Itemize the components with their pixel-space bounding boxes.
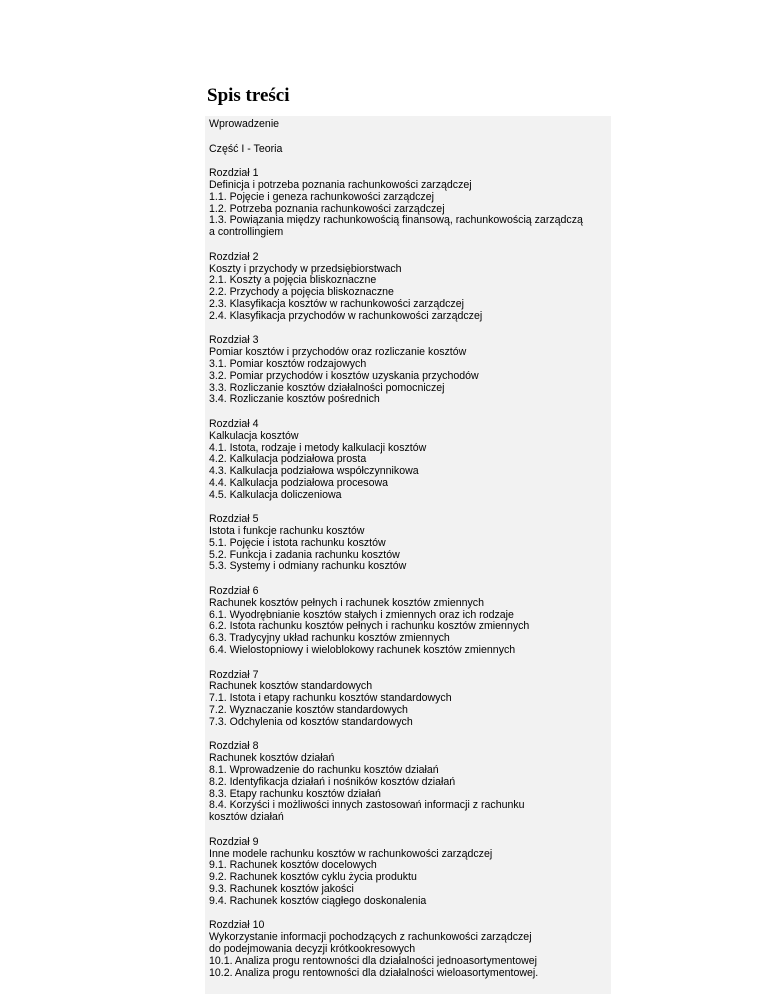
toc-entry: 1.2. Potrzeba poznania rachunkowości zarządczej bbox=[209, 202, 445, 215]
toc-entry: 9.2. Rachunek kosztów cyklu życia produktu bbox=[209, 871, 417, 884]
toc-entry: 6.2. Istota rachunku kosztów pełnych i rachunku kosztów zmiennych bbox=[209, 620, 530, 633]
toc-entry: 5.3. Systemy i odmiany rachunku kosztów bbox=[209, 560, 407, 573]
toc-section bbox=[209, 419, 609, 502]
toc-section-heading: Rozdział 5 bbox=[209, 513, 259, 526]
toc-entry: 4.5. Kalkulacja doliczeniowa bbox=[209, 488, 342, 501]
toc-section bbox=[209, 670, 609, 729]
toc-section-heading: Rozdział 7 bbox=[209, 668, 259, 681]
toc-entry: 10.1. Analiza progu rentowności dla działalności jednoasortymentowej bbox=[209, 954, 538, 967]
toc-entry: 8.2. Identyfikacja działań i nośników kosztów działań bbox=[209, 775, 456, 788]
toc-section bbox=[209, 119, 609, 131]
toc-entry: 7.3. Odchylenia od kosztów standardowych bbox=[209, 715, 413, 728]
table-of-contents bbox=[209, 119, 609, 992]
toc-section bbox=[209, 920, 609, 979]
toc-entry: Definicja i potrzeba poznania rachunkowości zarządczej bbox=[209, 178, 472, 191]
toc-section-heading: Rozdział 4 bbox=[209, 417, 259, 430]
toc-entry: 3.4. Rozliczanie kosztów pośrednich bbox=[209, 393, 380, 406]
toc-entry: Pomiar kosztów i przychodów oraz rozliczanie kosztów bbox=[209, 346, 467, 359]
toc-section bbox=[209, 168, 609, 239]
toc-entry: 9.1. Rachunek kosztów docelowych bbox=[209, 859, 377, 872]
toc-section-heading: Część I - Teoria bbox=[209, 142, 283, 155]
toc-entry: kosztów działań bbox=[209, 811, 284, 824]
toc-entry: 8.3. Etapy rachunku kosztów działań bbox=[209, 787, 381, 800]
toc-entry: Inne modele rachunku kosztów w rachunkowości zarządczej bbox=[209, 847, 493, 860]
toc-section-heading: Rozdział 8 bbox=[209, 740, 259, 753]
toc-entry: do podejmowania decyzji krótkookresowych bbox=[209, 942, 416, 955]
toc-section bbox=[209, 252, 609, 323]
toc-entry: 2.3. Klasyfikacja kosztów w rachunkowości zarządczej bbox=[209, 297, 464, 310]
toc-section bbox=[209, 837, 609, 908]
toc-section bbox=[209, 586, 609, 657]
toc-content-area bbox=[205, 116, 611, 994]
toc-section bbox=[209, 514, 609, 573]
toc-entry: Rachunek kosztów standardowych bbox=[209, 680, 373, 693]
toc-entry: 2.4. Klasyfikacja przychodów w rachunkowości zarządczej bbox=[209, 309, 483, 322]
toc-entry: Koszty i przychody w przedsiębiorstwach bbox=[209, 262, 402, 275]
toc-section-heading: Rozdział 9 bbox=[209, 835, 259, 848]
toc-section-heading: Rozdział 1 bbox=[209, 167, 259, 180]
toc-entry: 1.3. Powiązania między rachunkowością finansową, rachunkowością zarządczą bbox=[209, 214, 583, 227]
toc-entry: 4.3. Kalkulacja podziałowa współczynnikowa bbox=[209, 465, 419, 478]
toc-entry: 1.1. Pojęcie i geneza rachunkowości zarządczej bbox=[209, 190, 434, 203]
toc-entry: a controllingiem bbox=[209, 226, 284, 239]
toc-entry: 7.1. Istota i etapy rachunku kosztów standardowych bbox=[209, 692, 452, 705]
toc-entry: 3.1. Pomiar kosztów rodzajowych bbox=[209, 357, 367, 370]
toc-entry: 3.2. Pomiar przychodów i kosztów uzyskania przychodów bbox=[209, 369, 479, 382]
toc-section bbox=[209, 144, 609, 156]
toc-entry: 6.4. Wielostopniowy i wieloblokowy rachunek kosztów zmiennych bbox=[209, 644, 516, 657]
toc-section-heading: Wprowadzenie bbox=[209, 118, 280, 130]
toc-entry: 4.4. Kalkulacja podziałowa procesowa bbox=[209, 476, 389, 489]
toc-entry: 2.1. Koszty a pojęcia bliskoznaczne bbox=[209, 274, 377, 287]
toc-section-heading: Rozdział 6 bbox=[209, 585, 259, 598]
toc-entry: Rachunek kosztów działań bbox=[209, 752, 335, 765]
toc-entry: 10.2. Analiza progu rentowności dla działalności wieloasortymentowej. bbox=[209, 966, 539, 979]
toc-entry: 2.2. Przychody a pojęcia bliskoznaczne bbox=[209, 286, 394, 299]
toc-entry: 7.2. Wyznaczanie kosztów standardowych bbox=[209, 704, 408, 717]
toc-entry: 9.4. Rachunek kosztów ciągłego doskonalenia bbox=[209, 894, 427, 907]
toc-section-heading: Rozdział 3 bbox=[209, 334, 259, 347]
toc-entry: 5.2. Funkcja i zadania rachunku kosztów bbox=[209, 548, 400, 561]
toc-section-heading: Rozdział 10 bbox=[209, 919, 265, 932]
toc-entry: Rachunek kosztów pełnych i rachunek kosztów zmiennych bbox=[209, 596, 484, 609]
toc-section bbox=[209, 741, 609, 824]
toc-entry: Kalkulacja kosztów bbox=[209, 429, 299, 442]
page-title: Spis treści bbox=[207, 85, 290, 106]
toc-entry: 8.4. Korzyści i możliwości innych zastosowań informacji z rachunku bbox=[209, 799, 525, 812]
toc-entry: Wykorzystanie informacji pochodzących z rachunkowości zarządczej bbox=[209, 931, 532, 944]
toc-section-heading: Rozdział 2 bbox=[209, 250, 259, 263]
toc-entry: Istota i funkcje rachunku kosztów bbox=[209, 525, 365, 538]
toc-entry: 8.1. Wprowadzenie do rachunku kosztów działań bbox=[209, 764, 439, 777]
toc-entry: 6.3. Tradycyjny układ rachunku kosztów zmiennych bbox=[209, 632, 450, 645]
toc-entry: 9.3. Rachunek kosztów jakości bbox=[209, 883, 354, 895]
toc-entry: 6.1. Wyodrębnianie kosztów stałych i zmiennych oraz ich rodzaje bbox=[209, 608, 514, 621]
toc-section bbox=[209, 335, 609, 406]
toc-entry: 4.2. Kalkulacja podziałowa prosta bbox=[209, 453, 367, 466]
toc-entry: 5.1. Pojęcie i istota rachunku kosztów bbox=[209, 536, 386, 549]
toc-entry: 3.3. Rozliczanie kosztów działalności pomocniczej bbox=[209, 381, 445, 394]
toc-entry: 4.1. Istota, rodzaje i metody kalkulacji kosztów bbox=[209, 441, 427, 454]
